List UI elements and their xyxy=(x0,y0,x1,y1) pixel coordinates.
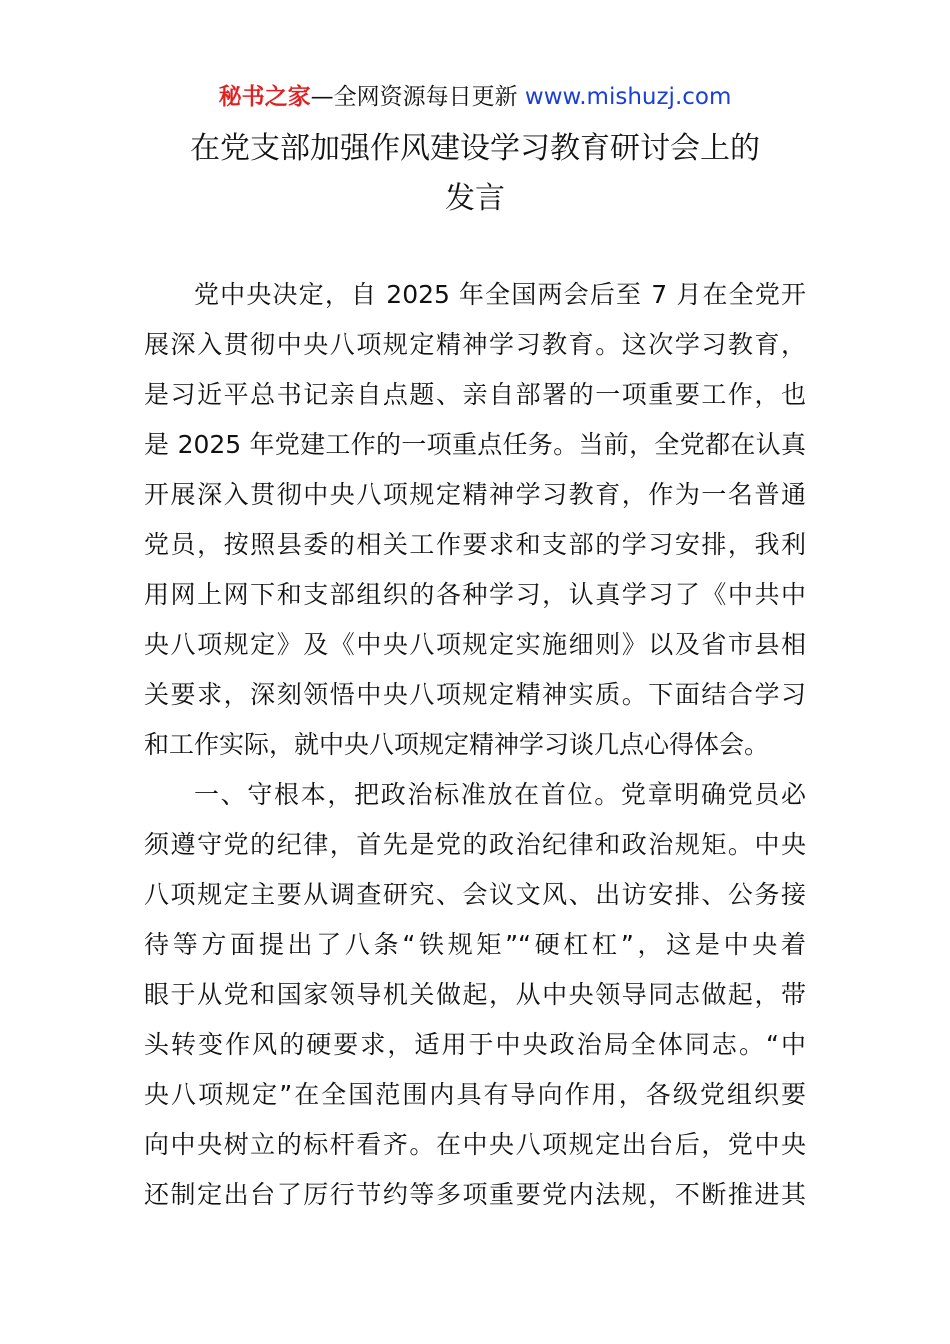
text-line: 展深入贯彻中央八项规定精神学习教育。这次学习教育， xyxy=(144,330,806,359)
text-line: 头转变作风的硬要求，适用于中央政治局全体同志。“中 xyxy=(144,1030,806,1059)
text-line: 八项规定主要从调查研究、会议文风、出访安排、公务接 xyxy=(144,880,806,909)
document-title xyxy=(100,124,850,224)
text-line: 用网上网下和支部组织的各种学习，认真学习了《中共中 xyxy=(144,580,806,609)
text-line: 党中央决定，自 2025 年全国两会后至 7 月在全党开 xyxy=(194,280,806,309)
text-line: 须遵守党的纪律，首先是党的政治纪律和政治规矩。中央 xyxy=(144,830,806,859)
text-line: 是 2025 年党建工作的一项重点任务。当前，全党都在认真 xyxy=(144,430,806,459)
text-line: 还制定出台了厉行节约等多项重要党内法规，不断推进其 xyxy=(144,1180,806,1209)
paragraph xyxy=(144,770,806,1220)
site-url-link[interactable]: www.mishuzj.com xyxy=(524,84,732,110)
text-line: 和工作实际，就中央八项规定精神学习谈几点心得体会。 xyxy=(144,730,770,759)
text-line: 待等方面提出了八条“铁规矩”“硬杠杠”，这是中央着 xyxy=(144,930,806,959)
text-line: 开展深入贯彻中央八项规定精神学习教育，作为一名普通 xyxy=(144,480,806,509)
header-tagline: —全网资源每日更新 xyxy=(310,84,518,110)
text-line: 是习近平总书记亲自点题、亲自部署的一项重要工作，也 xyxy=(144,380,806,409)
site-header xyxy=(0,80,950,114)
text-line: 向中央树立的标杆看齐。在中央八项规定出台后，党中央 xyxy=(144,1130,806,1159)
text-line: 党员，按照县委的相关工作要求和支部的学习安排，我利 xyxy=(144,530,806,559)
brand-name: 秘书之家 xyxy=(218,84,311,110)
text-line: 央八项规定》及《中央八项规定实施细则》以及省市县相 xyxy=(144,630,806,659)
title-line-2: 发言 xyxy=(445,181,505,216)
paragraph xyxy=(144,270,806,770)
text-line: 一、守根本，把政治标准放在首位。党章明确党员必 xyxy=(194,780,806,809)
text-line: 关要求，深刻领悟中央八项规定精神实质。下面结合学习 xyxy=(144,680,806,709)
title-line-1: 在党支部加强作风建设学习教育研讨会上的 xyxy=(190,131,760,166)
text-line: 央八项规定”在全国范围内具有导向作用，各级党组织要 xyxy=(144,1080,806,1109)
text-line: 眼于从党和国家领导机关做起，从中央领导同志做起，带 xyxy=(144,980,806,1009)
document-body xyxy=(144,270,806,1220)
